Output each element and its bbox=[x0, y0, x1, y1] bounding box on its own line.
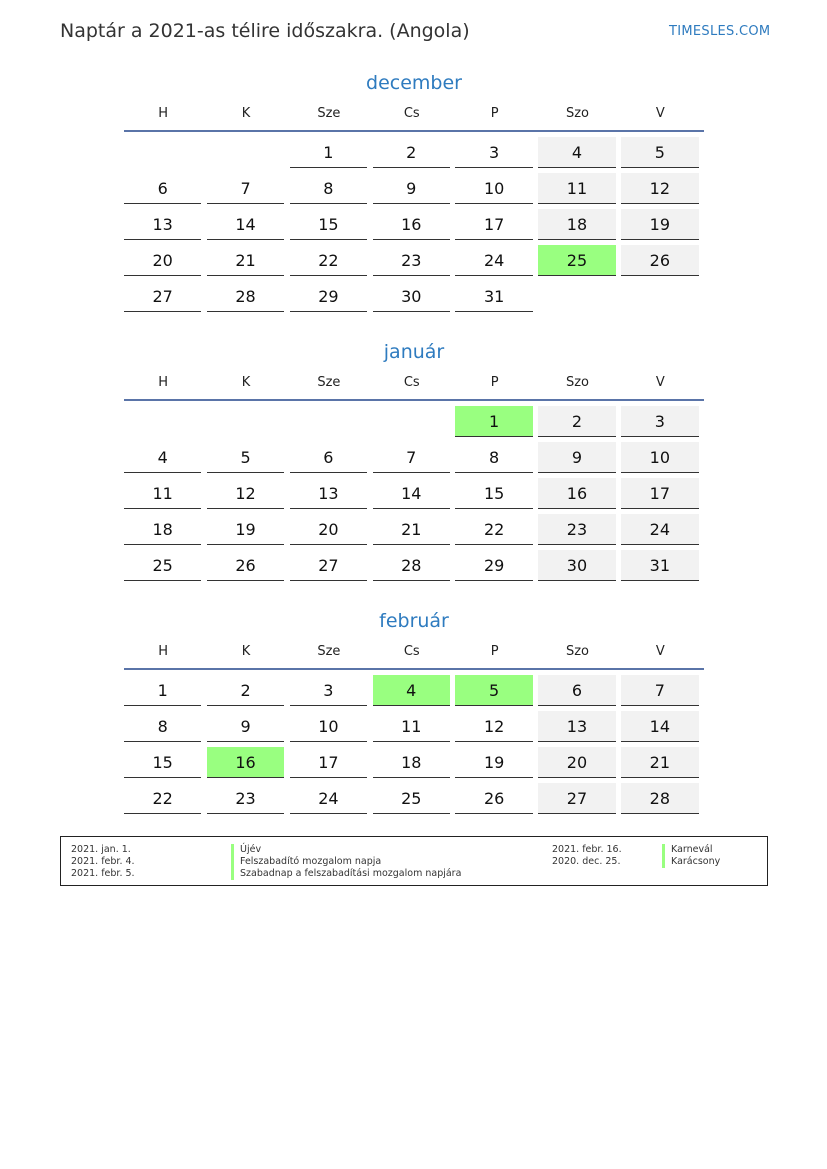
day-cell: 29 bbox=[290, 281, 367, 312]
weekday-label: P bbox=[490, 375, 499, 390]
week-row bbox=[124, 514, 704, 546]
week-row bbox=[124, 478, 704, 510]
weekday-label: K bbox=[241, 106, 251, 121]
day-cell: 14 bbox=[621, 711, 698, 742]
day-cell: 24 bbox=[621, 514, 698, 545]
weekday-label: Sze bbox=[317, 644, 341, 659]
week-row bbox=[124, 675, 704, 707]
weekday-label: V bbox=[655, 375, 665, 390]
day-cell: 21 bbox=[373, 514, 450, 545]
legend-date: 2021. febr. 16. bbox=[552, 844, 622, 855]
day-cell: 19 bbox=[207, 514, 284, 545]
weekday-label: Sze bbox=[317, 106, 341, 121]
weekday-label: V bbox=[655, 106, 665, 121]
empty-cell bbox=[124, 406, 201, 436]
weekday-label: Cs bbox=[403, 644, 420, 659]
day-cell: 18 bbox=[373, 747, 450, 778]
day-cell: 3 bbox=[621, 406, 698, 437]
weekday-label: P bbox=[490, 644, 499, 659]
day-cell: 3 bbox=[455, 137, 532, 168]
day-cell: 15 bbox=[290, 209, 367, 240]
day-cell: 16 bbox=[207, 747, 284, 778]
day-cell: 14 bbox=[207, 209, 284, 240]
day-cell: 29 bbox=[455, 550, 532, 581]
day-cell: 25 bbox=[373, 783, 450, 814]
day-cell: 28 bbox=[621, 783, 698, 814]
weekday-label: H bbox=[158, 106, 169, 121]
day-cell: 1 bbox=[124, 675, 201, 706]
day-cell: 26 bbox=[207, 550, 284, 581]
day-cell: 13 bbox=[124, 209, 201, 240]
legend-holiday-name: Újév bbox=[231, 844, 261, 856]
day-cell: 6 bbox=[124, 173, 201, 204]
weekday-label: K bbox=[241, 375, 251, 390]
week-row bbox=[124, 442, 704, 474]
weekday-label: Sze bbox=[317, 375, 341, 390]
legend-holiday-name: Karnevál bbox=[662, 844, 713, 856]
day-cell: 10 bbox=[455, 173, 532, 204]
week-row bbox=[124, 711, 704, 743]
day-cell: 25 bbox=[124, 550, 201, 581]
day-cell: 21 bbox=[621, 747, 698, 778]
day-cell: 12 bbox=[621, 173, 698, 204]
day-cell: 11 bbox=[538, 173, 615, 204]
legend-holiday-name: Felszabadító mozgalom napja bbox=[231, 856, 381, 868]
day-cell: 4 bbox=[538, 137, 615, 168]
weekday-label: H bbox=[158, 644, 169, 659]
empty-cell bbox=[538, 281, 615, 311]
weekday-header bbox=[124, 373, 704, 401]
empty-cell bbox=[621, 281, 698, 311]
day-cell: 8 bbox=[290, 173, 367, 204]
day-grid bbox=[124, 675, 704, 815]
day-cell: 26 bbox=[455, 783, 532, 814]
day-cell: 17 bbox=[621, 478, 698, 509]
day-cell: 22 bbox=[290, 245, 367, 276]
week-row bbox=[124, 173, 704, 205]
day-cell: 11 bbox=[124, 478, 201, 509]
day-cell: 31 bbox=[621, 550, 698, 581]
legend-date: 2021. febr. 4. bbox=[71, 856, 135, 867]
day-cell: 15 bbox=[455, 478, 532, 509]
day-cell: 7 bbox=[621, 675, 698, 706]
empty-cell bbox=[373, 406, 450, 436]
weekday-label: P bbox=[490, 106, 499, 121]
day-cell: 2 bbox=[207, 675, 284, 706]
week-row bbox=[124, 747, 704, 779]
legend-date: 2020. dec. 25. bbox=[552, 856, 621, 867]
day-cell: 5 bbox=[207, 442, 284, 473]
holiday-legend bbox=[60, 836, 768, 886]
empty-cell bbox=[207, 406, 284, 436]
day-cell: 13 bbox=[290, 478, 367, 509]
day-cell: 1 bbox=[290, 137, 367, 168]
day-cell: 18 bbox=[124, 514, 201, 545]
day-cell: 27 bbox=[538, 783, 615, 814]
day-cell: 14 bbox=[373, 478, 450, 509]
day-cell: 31 bbox=[455, 281, 532, 312]
day-cell: 15 bbox=[124, 747, 201, 778]
day-cell: 7 bbox=[373, 442, 450, 473]
day-cell: 8 bbox=[124, 711, 201, 742]
weekday-label: K bbox=[241, 644, 251, 659]
day-cell: 23 bbox=[538, 514, 615, 545]
day-cell: 4 bbox=[373, 675, 450, 706]
day-grid bbox=[124, 406, 704, 582]
day-cell: 10 bbox=[621, 442, 698, 473]
week-row bbox=[124, 783, 704, 815]
day-cell: 8 bbox=[455, 442, 532, 473]
day-cell: 20 bbox=[124, 245, 201, 276]
day-cell: 25 bbox=[538, 245, 615, 276]
day-cell: 19 bbox=[621, 209, 698, 240]
weekday-label: Cs bbox=[403, 106, 420, 121]
day-cell: 6 bbox=[290, 442, 367, 473]
month-february bbox=[124, 608, 704, 819]
day-cell: 4 bbox=[124, 442, 201, 473]
day-cell: 9 bbox=[373, 173, 450, 204]
day-cell: 28 bbox=[373, 550, 450, 581]
week-row bbox=[124, 209, 704, 241]
day-cell: 21 bbox=[207, 245, 284, 276]
day-cell: 9 bbox=[207, 711, 284, 742]
day-cell: 20 bbox=[538, 747, 615, 778]
empty-cell bbox=[290, 406, 367, 436]
weekday-label: V bbox=[655, 644, 665, 659]
day-cell: 5 bbox=[621, 137, 698, 168]
weekday-label: Szo bbox=[565, 375, 589, 390]
day-cell: 1 bbox=[455, 406, 532, 437]
day-cell: 5 bbox=[455, 675, 532, 706]
legend-date: 2021. febr. 5. bbox=[71, 868, 135, 879]
day-cell: 2 bbox=[373, 137, 450, 168]
day-cell: 12 bbox=[455, 711, 532, 742]
legend-date: 2021. jan. 1. bbox=[71, 844, 131, 855]
day-cell: 22 bbox=[124, 783, 201, 814]
day-cell: 23 bbox=[207, 783, 284, 814]
day-cell: 3 bbox=[290, 675, 367, 706]
day-cell: 16 bbox=[373, 209, 450, 240]
day-cell: 28 bbox=[207, 281, 284, 312]
day-cell: 16 bbox=[538, 478, 615, 509]
weekday-label: Szo bbox=[565, 106, 589, 121]
day-cell: 10 bbox=[290, 711, 367, 742]
day-cell: 11 bbox=[373, 711, 450, 742]
day-cell: 24 bbox=[455, 245, 532, 276]
legend-holiday-name: Karácsony bbox=[662, 856, 720, 868]
empty-cell bbox=[124, 137, 201, 167]
day-cell: 24 bbox=[290, 783, 367, 814]
week-row bbox=[124, 281, 704, 313]
week-row bbox=[124, 245, 704, 277]
day-cell: 13 bbox=[538, 711, 615, 742]
week-row bbox=[124, 406, 704, 438]
month-name: január bbox=[383, 341, 445, 363]
day-cell: 30 bbox=[373, 281, 450, 312]
month-january bbox=[124, 339, 704, 586]
month-name: február bbox=[379, 610, 449, 632]
day-cell: 22 bbox=[455, 514, 532, 545]
day-cell: 17 bbox=[290, 747, 367, 778]
weekday-header bbox=[124, 642, 704, 670]
day-cell: 9 bbox=[538, 442, 615, 473]
day-cell: 20 bbox=[290, 514, 367, 545]
day-cell: 23 bbox=[373, 245, 450, 276]
brand-link[interactable]: TIMESLES.COM bbox=[669, 24, 771, 39]
day-cell: 2 bbox=[538, 406, 615, 437]
weekday-label: Cs bbox=[403, 375, 420, 390]
weekday-label: H bbox=[158, 375, 169, 390]
day-cell: 18 bbox=[538, 209, 615, 240]
legend-holiday-name: Szabadnap a felszabadítási mozgalom napjára bbox=[231, 868, 461, 880]
day-cell: 6 bbox=[538, 675, 615, 706]
day-cell: 12 bbox=[207, 478, 284, 509]
page-title: Naptár a 2021-as télire időszakra. (Angola) bbox=[60, 20, 470, 42]
month-december bbox=[124, 70, 704, 317]
week-row bbox=[124, 550, 704, 582]
weekday-label: Szo bbox=[565, 644, 589, 659]
day-cell: 19 bbox=[455, 747, 532, 778]
weekday-header bbox=[124, 104, 704, 132]
day-cell: 7 bbox=[207, 173, 284, 204]
day-cell: 17 bbox=[455, 209, 532, 240]
day-cell: 30 bbox=[538, 550, 615, 581]
month-name: december bbox=[366, 72, 462, 94]
day-cell: 27 bbox=[124, 281, 201, 312]
week-row bbox=[124, 137, 704, 169]
empty-cell bbox=[207, 137, 284, 167]
day-cell: 27 bbox=[290, 550, 367, 581]
day-cell: 26 bbox=[621, 245, 698, 276]
day-grid bbox=[124, 137, 704, 313]
